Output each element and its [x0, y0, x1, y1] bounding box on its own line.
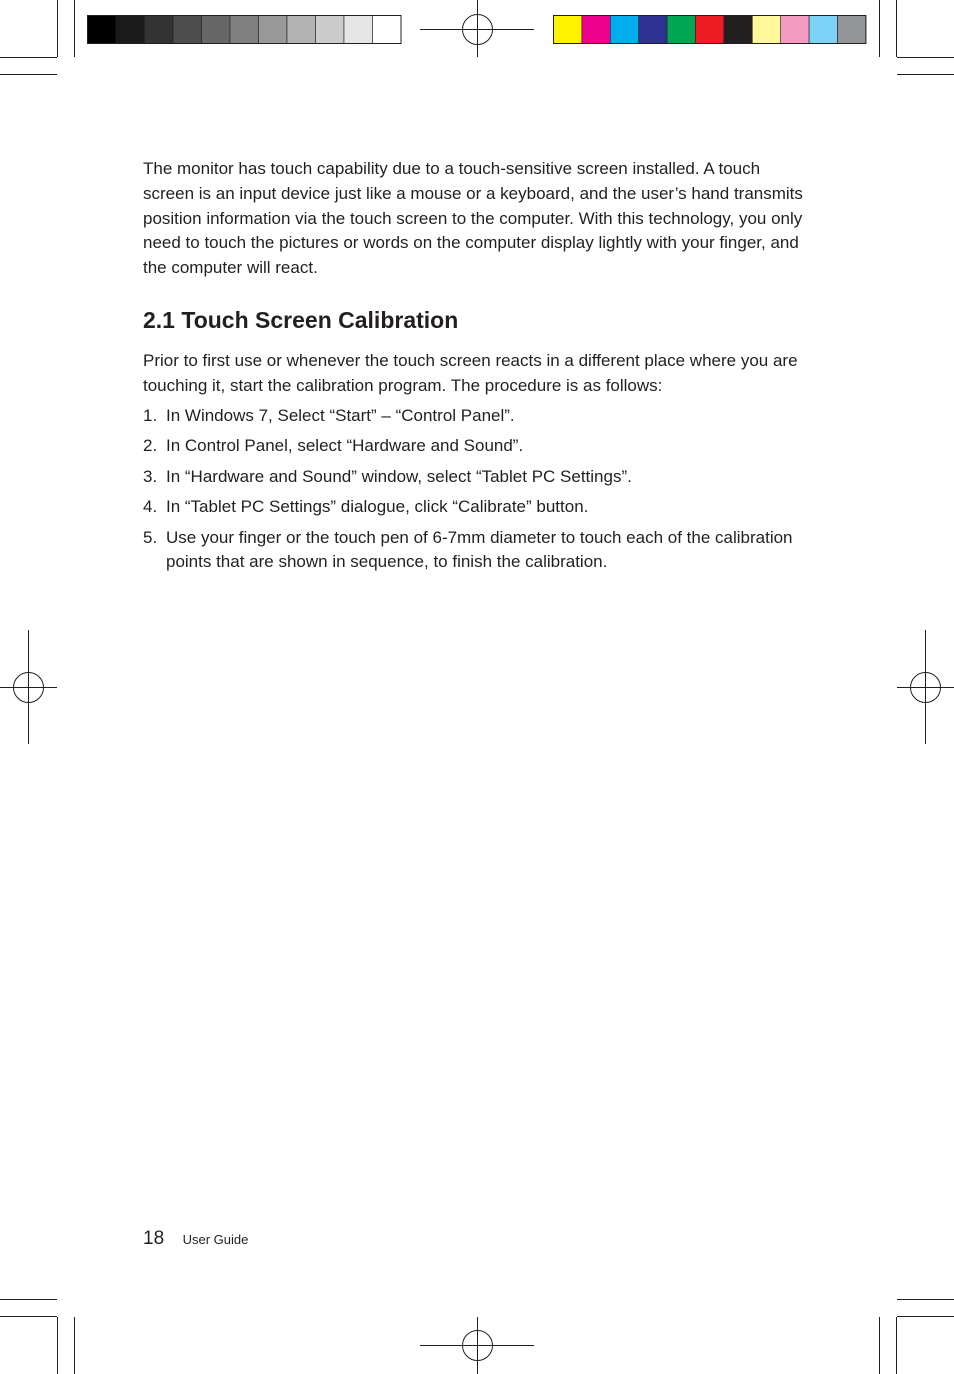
grayscale-calibration-bar [88, 16, 402, 44]
color-swatch [639, 16, 667, 44]
color-swatch [316, 16, 345, 44]
color-swatch [582, 16, 610, 44]
color-swatch [610, 16, 638, 44]
intro-paragraph: The monitor has touch capability due to a touch-sensitive screen installed. A touch screen is an input device just like a mouse or a keyboard, and the user’s hand transmits position information via the touch screen to the computer. With this technology, you only need to touch the pictures or words on the computer display lightly with your finger, and the computer will react. [143, 159, 803, 278]
color-swatch [344, 16, 373, 44]
list-item [143, 526, 803, 576]
color-swatch [554, 16, 582, 44]
page-number: 18 [143, 1228, 165, 1249]
step-number: 5. [143, 527, 158, 547]
color-swatch [259, 16, 288, 44]
step-text: In Windows 7, Select “Start” – “Control Panel”. [166, 406, 515, 425]
crop-mark-top-left [0, 0, 75, 75]
color-swatch [230, 16, 259, 44]
list-item [143, 495, 803, 520]
list-item [143, 404, 803, 429]
step-text: In “Hardware and Sound” window, select “Tablet PC Settings”. [166, 466, 632, 486]
section-heading: 2.1 Touch Screen Calibration [143, 307, 459, 333]
registration-mark-top [420, 0, 534, 57]
list-item [143, 434, 803, 459]
color-swatch [88, 16, 117, 44]
color-swatch [145, 16, 174, 44]
step-number: 2. [143, 436, 158, 456]
color-swatch [287, 16, 316, 44]
crop-mark-bottom-left [0, 1300, 75, 1374]
footer-label: User Guide [182, 1232, 249, 1247]
crop-mark-top-right [880, 0, 954, 75]
step-number: 4. [143, 497, 158, 517]
color-swatch [838, 16, 866, 44]
color-swatch [373, 16, 402, 44]
registration-mark-bottom [420, 1317, 534, 1374]
color-swatch [116, 16, 145, 44]
color-swatch [752, 16, 780, 44]
color-swatch [173, 16, 202, 44]
registration-mark-left [0, 630, 57, 744]
color-calibration-bar [554, 16, 866, 44]
step-text: In Control Panel, select “Hardware and Sound”. [166, 436, 524, 456]
list-item [143, 465, 803, 490]
color-swatch [809, 16, 837, 44]
page-content [143, 157, 803, 572]
registration-mark-right [897, 630, 954, 744]
color-swatch [696, 16, 724, 44]
color-swatch [781, 16, 809, 44]
calibration-steps-list [143, 404, 803, 581]
step-text: Use your finger or the touch pen of 6-7mm diameter to touch each of the calibration points that are shown in sequence, to finish the calibration. [166, 527, 793, 572]
color-swatch [202, 16, 231, 44]
step-number: 1. [143, 406, 158, 425]
page-footer [143, 1228, 248, 1250]
color-swatch [667, 16, 695, 44]
crop-mark-bottom-right [880, 1300, 954, 1374]
color-swatch [724, 16, 752, 44]
step-text: In “Tablet PC Settings” dialogue, click “Calibrate” button. [166, 497, 589, 517]
step-number: 3. [143, 466, 158, 486]
section-intro-paragraph: Prior to first use or whenever the touch screen reacts in a different place where you are touching it, start the calibration program. The procedure is as follows: [143, 351, 798, 395]
